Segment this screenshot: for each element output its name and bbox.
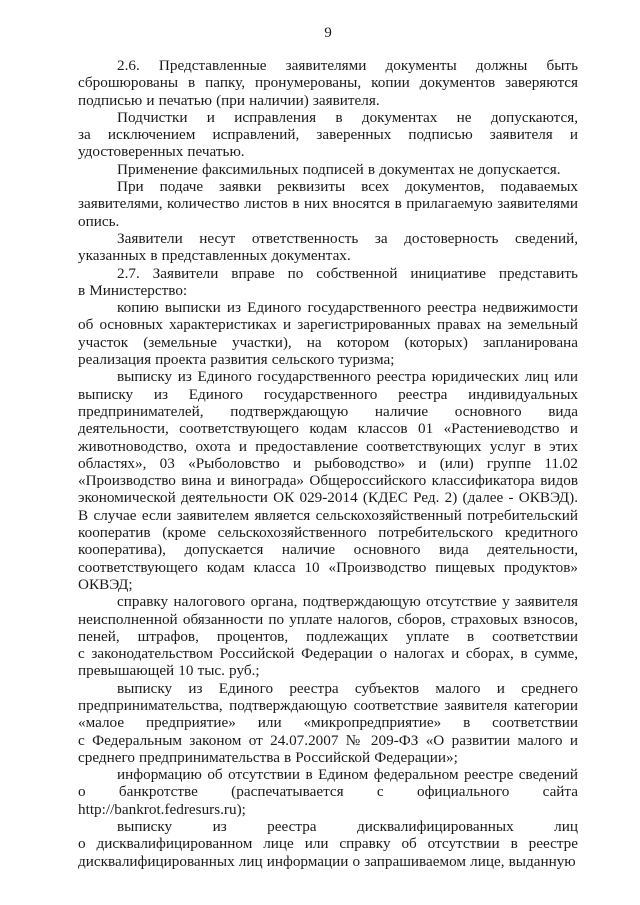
paragraph-applicant-responsibility: Заявители несут ответственность за достоверность сведений, указанных в представленных документах. [78, 229, 578, 265]
paragraph-application-inventory: При подаче заявки реквизиты всех документов, подаваемых заявителями, количество листов в них вносятся в прилагаемую заявителями опись. [78, 178, 578, 230]
paragraph-2-6-documents-bound: 2.6. Представленные заявителями документы должны быть сброшюрованы в папку, пронумерованы, копии документов заверяются подписью и печатью (при наличии) заявителя. [78, 57, 578, 109]
paragraph-erasures-corrections: Подчистки и исправления в документах не допускаются, за исключением исправлений, заверенных подписью заявителя и удостоверенных печатью. [78, 108, 578, 161]
paragraph-tax-authority-certificate: справку налогового органа, подтверждающую отсутствие у заявителя неисполненной обязанности по уплате налогов, сборов, страховых взносов, пеней, штрафов, процентов, подлежащих уплате в соответствии с законодательством Российской Федерации о налогах и сборах, в сумме, превышающей 10 тыс. руб.; [78, 593, 578, 680]
paragraph-2-7-own-initiative: 2.7. Заявители вправе по собственной инициативе представить в Министерство: [78, 264, 578, 299]
paragraph-bankruptcy-register-info: информацию об отсутствии в Едином федеральном реестре сведений о банкротстве (распечатывается с официального сайта http://bankrot.fedresurs.ru); [78, 766, 578, 818]
paragraph-egrul-egrip-extract: выписку из Единого государственного реестра юридических лиц или выписку из Единого государственного реестра индивидуальных предпринимателей, подтверждающую наличие основного вида деятельности, соответствующего кодам классов 01 «Растениеводство и животноводство, охота и предоставление соответствующих услуг в этих областях», 03 «Рыболовство и рыбоводство» и (или) группе 11.02 «Производство вина и винограда» Общероссийского классификатора видов экономической деятельности ОК 029-2014 (КДЕС Ред. 2) (далее - ОКВЭД). В случае если заявителем является сельскохозяйственный потребительский кооператив (кроме сельскохозяйственного потребительского кредитного кооператива), допускается наличие основного вида деятельности, соответствующего кодам класса 10 «Производство пищевых продуктов» ОКВЭД; [78, 368, 578, 593]
paragraph-disqualified-persons: выписку из реестра дисквалифицированных лиц о дисквалифицированном лице или справку об отсутствии в реестре дисквалифицированных лиц информации о запрашиваемом лице, выданную [78, 818, 578, 870]
paragraph-egrn-extract-copy: копию выписки из Единого государственного реестра недвижимости об основных характеристиках и зарегистрированных правах на земельный участок (земельные участки), на котором (которых) запланирована реализация проекта развития сельского туризма; [78, 299, 578, 369]
paragraph-sme-register-extract: выписку из Единого реестра субъектов малого и среднего предпринимательства, подтверждающую соответствие заявителя категории «малое предприятие» или «микропредприятие» в соответствии с Федеральным законом от 24.07.2007 № 209-ФЗ «О развитии малого и среднего предпринимательства в Российской Федерации»; [78, 679, 578, 766]
paragraph-facsimile-signatures: Применение факсимильных подписей в документах не допускается. [117, 160, 561, 178]
document-body [78, 57, 578, 870]
page-number: 9 [324, 24, 332, 41]
